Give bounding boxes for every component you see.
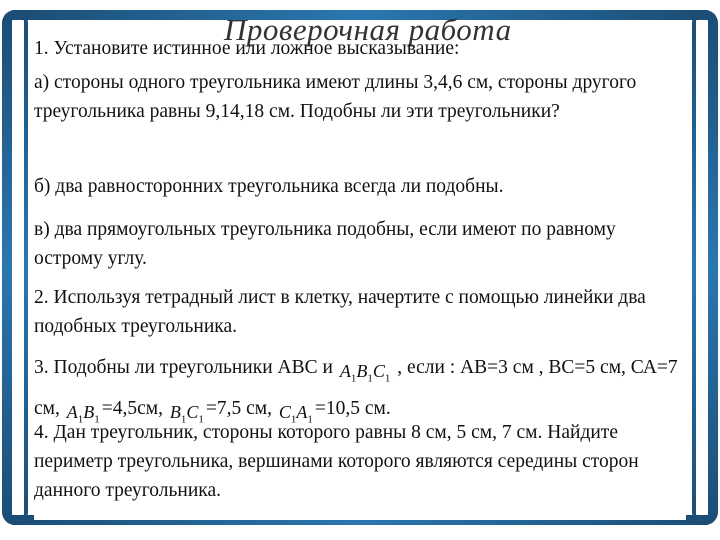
- task1-item-b: б) два равносторонних треугольника всегда ли подобны.: [34, 176, 504, 197]
- triangle-a1b1c1-symbol: $A_1B_1C_1$: [339, 361, 391, 385]
- task1-intro: 1. Установите истинное или ложное высказывание:: [34, 38, 460, 59]
- task1-item-c: в) два прямоугольных треугольника подобны, если имеют по равному острому углу.: [34, 219, 616, 269]
- task4-text: 4. Дан треугольник, стороны которого равны 8 см, 5 см, 7 см. Найдите периметр треугольника, вершинами которого являются середины сторон данного треугольника.: [34, 422, 639, 501]
- task2-text: 2. Используя тетрадный лист в клетку, начертите с помощью линейки два подобных треугольника.: [34, 287, 646, 337]
- task3-part3: =4,5см,: [101, 397, 163, 419]
- task3-part4: =7,5 см,: [205, 397, 273, 419]
- frame-left-bracket: [2, 10, 28, 525]
- task3-part1: 3. Подобны ли треугольники АВС и: [34, 357, 333, 378]
- slide-title: Проверочная работа: [224, 12, 512, 47]
- task1-item-a: а) стороны одного треугольника имеют длины 3,4,6 см, стороны другого треугольника равны 9,14,18 см. Подобны ли эти треугольники?: [34, 72, 637, 122]
- segment-c1a1-symbol: $C_1A_1$: [278, 401, 313, 426]
- segment-a1b1-symbol: $A_1B_1$: [66, 401, 100, 426]
- segment-b1c1-symbol: $B_1C_1$: [169, 401, 204, 426]
- task3-part2: , если : АВ=3 см , ВС=5 см, СА=7 см,: [34, 357, 678, 419]
- slide-content: [34, 12, 686, 520]
- frame-right-bracket: [692, 10, 718, 525]
- task3-part5: =10,5 см.: [314, 397, 391, 419]
